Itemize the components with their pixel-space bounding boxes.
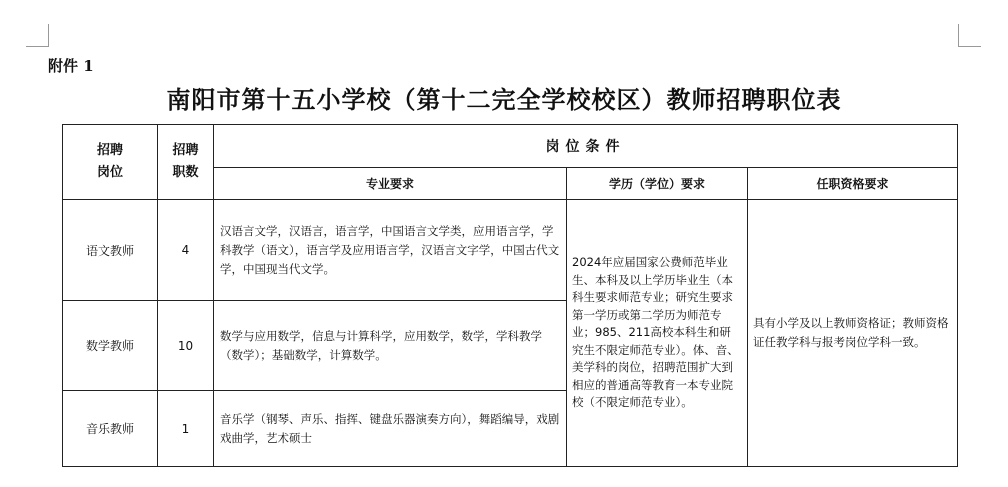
header-position bbox=[63, 125, 158, 200]
header-count-line1: 招聘 bbox=[172, 143, 199, 158]
header-qualification: 任职资格要求 bbox=[748, 168, 958, 200]
header-position-line1: 招聘 bbox=[96, 143, 123, 158]
header-major: 专业要求 bbox=[214, 168, 567, 200]
education-cell: 2024年应届国家公费师范毕业生、本科及以上学历毕业生（本科生要求师范专业；研究生要求第一学历或第二学历为师范专业；985、211高校本科生和研究生不限定师范专业）。体、音、美学科的岗位，招聘范围扩大到相应的普通高等教育一本专业院校（不限定师范专业）。 bbox=[567, 200, 748, 467]
header-education: 学历（学位）要求 bbox=[567, 168, 748, 200]
count-cell: 10 bbox=[158, 301, 214, 391]
job-positions-table bbox=[62, 124, 958, 467]
header-count bbox=[158, 125, 214, 200]
attachment-label: 附件 1 bbox=[48, 57, 94, 75]
header-conditions: 岗位条件 bbox=[214, 125, 958, 168]
position-cell: 语文教师 bbox=[63, 200, 158, 301]
page-corner-mark-top-left bbox=[26, 24, 49, 47]
major-cell: 音乐学（钢琴、声乐、指挥、键盘乐器演奏方向），舞蹈编导，戏剧戏曲学，艺术硕士 bbox=[214, 391, 567, 467]
count-cell: 1 bbox=[158, 391, 214, 467]
position-cell: 数学教师 bbox=[63, 301, 158, 391]
table-header-row bbox=[63, 125, 958, 168]
count-cell: 4 bbox=[158, 200, 214, 301]
header-count-line2: 职数 bbox=[172, 165, 199, 180]
major-cell: 数学与应用数学，信息与计算科学，应用数学，数学，学科教学（数学）；基础数学，计算数学。 bbox=[214, 301, 567, 391]
major-cell: 汉语言文学，汉语言，语言学，中国语言文学类，应用语言学，学科教学（语文），语言学及应用语言学，汉语言文字学，中国古代文学，中国现当代文学。 bbox=[214, 200, 567, 301]
table-row bbox=[63, 200, 958, 301]
position-cell: 音乐教师 bbox=[63, 391, 158, 467]
header-position-line2: 岗位 bbox=[96, 165, 123, 180]
page-title: 南阳市第十五小学校（第十二完全学校校区）教师招聘职位表 bbox=[166, 85, 842, 114]
page-corner-mark-top-right bbox=[958, 24, 981, 47]
qualification-cell: 具有小学及以上教师资格证；教师资格证任教学科与报考岗位学科一致。 bbox=[748, 200, 958, 467]
